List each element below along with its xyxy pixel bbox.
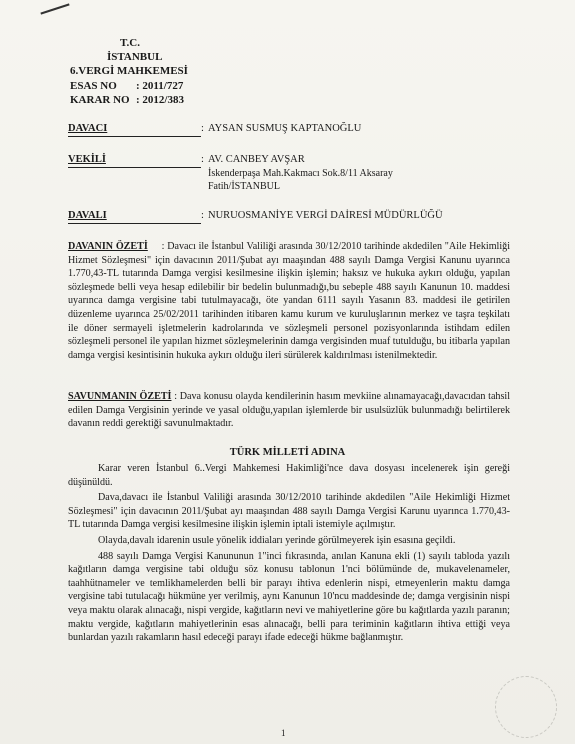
tc-label: T.C. — [120, 37, 140, 49]
document-page: T.C. İSTANBUL 6.VERGİ MAHKEMESİ ESAS NO : 2011/727 KARAR NO : 2012/383 DAVACI : AYSAN SUSMUŞ KAPTANOĞLU VEKİLİ : AV. CANBEY AVŞAR İskenderpaşa Mah.Kakmacı Sok.8/11 Aksaray Fatih/İSTANBUL DAVALI : NURUOSMANİYE VERGİ DAİRESİ MÜDÜRLÜĞÜ DAVANIN ÖZETİ : Davacı ile İstanbul Valiliği arasında 30/12/2010 tarihinde akdedilen "Aile Hekimliği Hizmet Sözleşmesi" için davacının 2011/Şubat ayı maaşından 488 sayılı Damga Vergisi Kanunu uyarınca 1.770,43-TL tutarında Damga vergisi kesilmesine ilişkin işlemin; haksız ve hukuka aykırı olduğu, yapılan sözleşmede belli veya hesap edilebilir bir bedelin bulunmadığı,bu sebeple 488 sayılı Kanunun 10. maddesi uyarınca damga vergisine tabi tutulmayacağı, öte yandan 6111 sayılı Yasanın 83. maddesi ile getirilen düzenleme uyarınca 25/02/2011 tarihinden itibaren kamu kurum ve kuruluşlarının merkez ve taşra teşkilatı ile döner sermayeli işletmelerin kadrolarında ve sözleşmeli personel pozisyonlarında istihdam edilen sözleşmeli personel ile yapılan hizmet sözleşmelerinin damga vergisinden muaf tutulduğu, bu itibarla yapılan damga vergisi kesintisinin hukuka aykırı olduğu ileri sürülerek kaldırılması istenilmektedir. SAVUNMANIN ÖZETİ : Dava konusu olayda kendilerinin hasım mevkiine alınamayacağı,davacıdan tahsil edilen Damga Vergisinin yerinde ve yasal olduğu,yapılan işlemlerde bir usulsüzlük bulunmadığı belirtilerek davanın reddi gerektiği savunulmaktadır. TÜRK MİLLETİ ADINA Karar veren İstanbul 6..Vergi Mahkemesi Hakimliği'nce dava dosyası incelenerek işin gereği düşünüldü. Dava,davacı ile İstanbul Valiliği arasında 30/12/2010 tarihinde akdedilen "Aile Hekimliği Hizmet Sözleşmesi" için davacının 2011/Şubat ayı maaşından 488 sayılı Damga Vergisi Karunu uyarınca 1.770,43-TL tutarında Damga vergisi kesilmesine ilişkin işlemin iptali istemiyle açılmıştır. Olayda,davalı idarenin usule yönelik iddiaları yerinde görülmeyerek işin esasına geçildi. 488 sayılı Damga Vergisi Kanununun 1"inci fıkrasında, anılan Kanuna ekli (1) sayılı tabloda yazılı kağıtların damga vergisine tabi olduğu söz konusu tablonun 1'nci bölümünde de, mukavelenameler, taahhütnameler ve temlikhamelerden belli bir parayı ihtiva edenlerin nispi, etmeyenlerin maktu damga vergisine tabi tutulacağı hükmüne yer verilmiş, aynı Kanunun 10'ncu maddesinde de; damga vergisinin nispi veya maktu olarak alınacağı, nispi vergide, kağıtların nevi ve mahiyetlerine göre bu kağıtlarda yazılı paranın; maktu vergide, kağıtların mahiyetlerinin esas alınacağı, belli para teriminin kağıtların ihtiva ettiği veya bunlardan yazılı rakamların hasıl edeceği parayı ifade edeceği hükme bağlanmıştır. 1 — [0, 0, 575, 744]
decision-paragraph-4: 488 sayılı Damga Vergisi Kanununun 1"inci fıkrasında, anılan Kanuna ekli (1) sayılı tabloda yazılı kağıtların damga vergisine tabi olduğu söz konusu tablonun 1'nci bölümünde de, mukavelenameler, taahhütnameler ve temlikhamelerden belli bir parayı ihtiva edenlerin nispi, etmeyenlerin maktu damga vergisine tabi tutulacağı hükmüne yer verilmiş, aynı Kanunun 10'ncu maddesinde de; damga vergisinin nispi veya maktu olarak alınacağı, nispi vergide, kağıtların nevi ve mahiyetlerine göre bu kağıtlarda yazılı paranın; maktu vergide, kağıtların mahiyetlerinin esas alınacağı, belli para teriminin kağıtların ihtiva ettiği veya bunlardan yazılı rakamların hasıl edeceği parayı ifade edeceği hükme bağlanmıştır. — [68, 550, 510, 644]
davanin-ozeti-text: : Davacı ile İstanbul Valiliği arasında 30/12/2010 tarihinde akdedilen "Aile Hekimliği Hizmet Sözleşmesi" için davacının 2011/Şubat ayı maaşından 488 sayılı Damga Vergisi Kanunu uyarınca 1.770,43-TL tutarında Damga vergisi kesilmesine ilişkin işlemin; haksız ve hukuka aykırı olduğu, yapılan sözleşmede belli veya hesap edilebilir bir bedelin bulunmadığı,bu sebeple 488 sayılı Kanunun 10. maddesi uyarınca damga vergisine tabi tutulmayacağı, öte yandan 6111 sayılı Yasanın 83. maddesi ile getirilen düzenleme uyarınca 25/02/2011 tarihinden itibaren kamu kurum ve kuruluşlarının merkez ve taşra teşkilatı ile döner sermayeli işletmelerin kadrolarında ve sözleşmeli personel pozisyonlarında istihdam edilen sözleşmeli personel ile yapılan hizmet sözleşmelerinin damga vergisinden muaf tutulduğu, bu itibarla yapılan damga vergisi kesintisinin hukuka aykırı olduğu ileri sürülerek kaldırılması istenilmektedir. — [68, 241, 511, 361]
vekili-address-line1: İskenderpaşa Mah.Kakmacı Sok.8/11 Aksaray — [208, 168, 393, 179]
faded-stamp — [495, 676, 557, 738]
davali-value: NURUOSMANİYE VERGİ DAİRESİ MÜDÜRLÜĞÜ — [208, 210, 443, 221]
city-label: İSTANBUL — [107, 51, 163, 63]
decision-paragraph-2: Dava,davacı ile İstanbul Valiliği arasında 30/12/2010 tarihinde akdedilen "Aile Hekimliği Hizmet Sözleşmesi" için davacının 2011/Şubat ayı maaşından 488 sayılı Damga Vergisi Karunu uyarınca 1.770,43-TL tutarında Damga vergisi kesilmesine ilişkin işlemin iptali istemiyle açılmıştır. — [68, 492, 510, 531]
decision-paragraph-1: Karar veren İstanbul 6..Vergi Mahkemesi Hakimliği'nce dava dosyası incelenerek işin gereği düşünüldü. — [68, 463, 510, 488]
davaci-label: DAVACI — [68, 122, 201, 137]
decision-paragraph-3: Olayda,davalı idarenin usule yönelik iddiaları yerinde görülmeyerek işin esasına geçildi. — [98, 534, 456, 546]
savunmanin-ozeti-section — [68, 390, 510, 433]
vekili-label: VEKİLİ — [68, 153, 201, 168]
karar-value: : 2012/383 — [136, 94, 184, 106]
pen-mark — [40, 3, 69, 14]
savunmanin-ozeti-heading: SAVUNMANIN ÖZETİ — [68, 391, 172, 402]
esas-value: : 2011/727 — [136, 80, 184, 92]
decision-body — [68, 462, 510, 647]
davaci-value: AYSAN SUSMUŞ KAPTANOĞLU — [208, 123, 362, 134]
davali-label: DAVALI — [68, 209, 201, 224]
savunmanin-ozeti-text: : Dava konusu olayda kendilerinin hasım mevkiine alınamayacağı,davacıdan tahsil edilen Damga Vergisinin yerinde ve yasal olduğu,yapılan işlemlerde bir usulsüzlük bulunmadığı belirtilerek davanın reddi gerektiği savunulmaktadır. — [68, 391, 511, 430]
karar-no — [70, 93, 184, 108]
decision-title: TÜRK MİLLETİ ADINA — [229, 447, 346, 458]
vekili-value: AV. CANBEY AVŞAR — [208, 154, 305, 165]
karar-label: KARAR NO — [70, 94, 130, 106]
esas-no — [70, 79, 183, 94]
vekili-address-line2: Fatih/İSTANBUL — [208, 181, 280, 192]
davanin-ozeti-section — [68, 240, 510, 364]
court-name: 6.VERGİ MAHKEMESİ — [70, 65, 188, 77]
page-number: 1 — [281, 728, 286, 738]
esas-label: ESAS NO — [70, 80, 117, 92]
davanin-ozeti-heading: DAVANIN ÖZETİ — [68, 241, 148, 252]
